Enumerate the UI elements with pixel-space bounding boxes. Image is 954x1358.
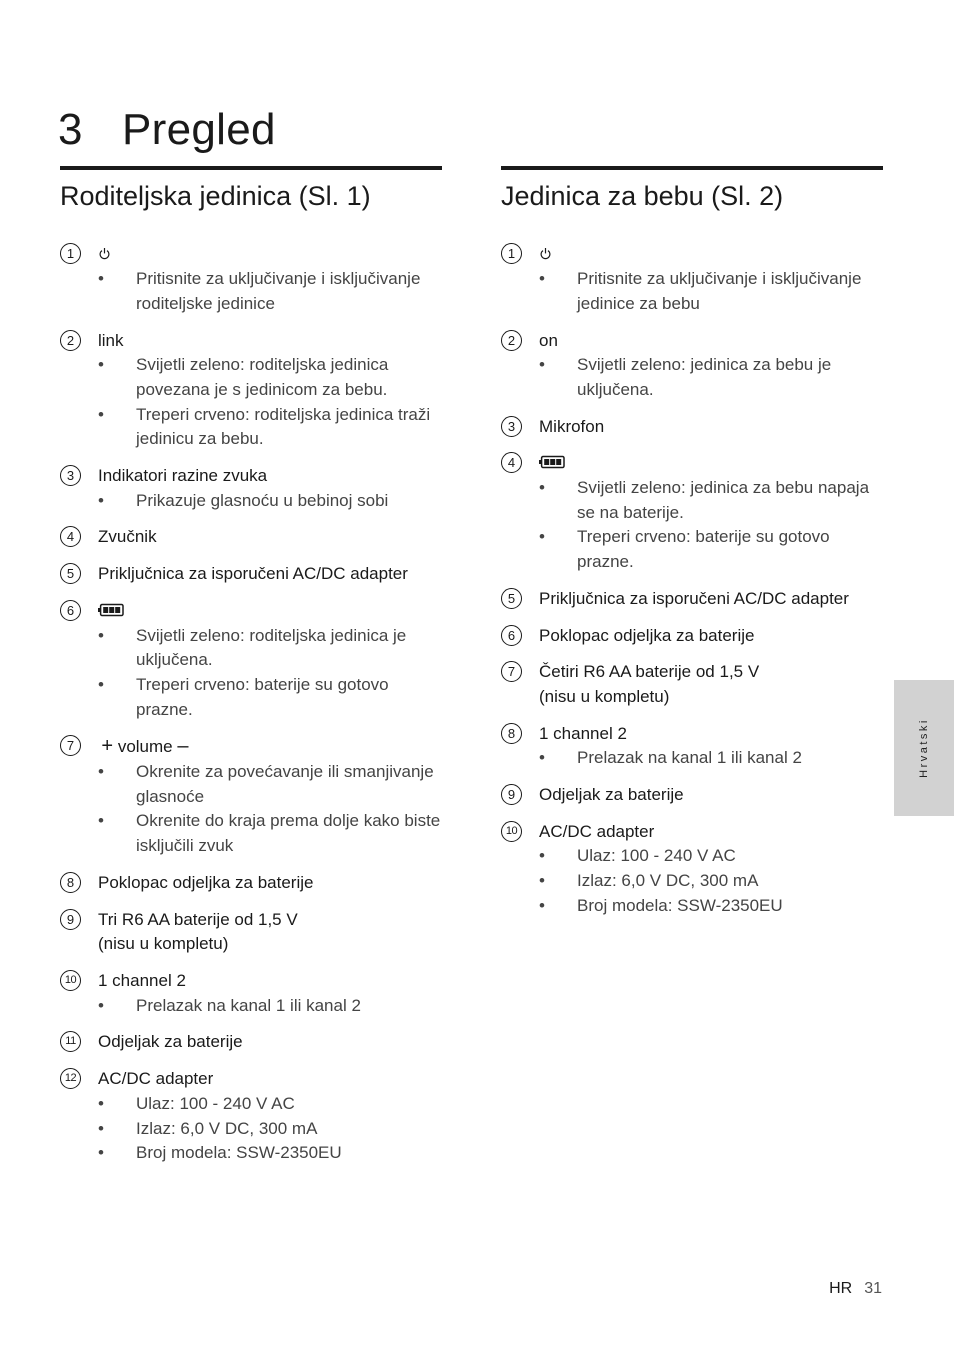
item-heading [60,1030,442,1055]
bullet-item: • Ulaz: 100 - 240 V AC [501,844,883,869]
list-item [60,1067,442,1166]
bullet-item: • Svijetli zeleno: roditeljska jedinica je uključena. [60,624,442,673]
item-label: Priključnica za isporučeni AC/DC adapter [98,564,408,584]
item-number: 8 [501,723,522,744]
bullet-list [60,489,442,514]
bullet-list [60,353,442,452]
language-side-tab [894,680,954,816]
footer-language: HR [829,1280,853,1297]
bullet-item: • Treperi crveno: baterije su gotovo prazne. [501,525,883,574]
item-number: 9 [60,909,81,930]
power-icon [98,247,111,260]
item-number: 1 [501,243,522,264]
bullet-list [60,1092,442,1166]
bullet-item: • Izlaz: 6,0 V DC, 300 mA [60,1117,442,1142]
bullet-list [60,624,442,723]
parent-unit-title: Roditeljska jedinica (Sl. 1) [60,181,371,211]
item-heading [60,525,442,550]
list-item [60,599,442,723]
item-number: 5 [60,563,81,584]
bullet-list [60,760,442,859]
bullet-list [501,267,883,316]
item-label: Priključnica za isporučeni AC/DC adapter [539,588,849,608]
item-heading [501,624,883,649]
bullet-item: • Izlaz: 6,0 V DC, 300 mA [501,869,883,894]
list-item [60,242,442,316]
item-heading [501,660,883,709]
volume-minus-sign: – [177,735,189,758]
list-item [60,329,442,453]
item-number: 12 [60,1068,81,1089]
list-item [501,660,883,709]
baby-unit-items [501,242,883,918]
bullet-list [501,746,883,771]
item-heading [60,871,442,896]
list-item [501,722,883,771]
bullet-list [501,476,883,575]
item-heading [60,242,442,267]
column-rule [60,166,442,170]
item-number: 11 [60,1031,81,1052]
page-footer [829,1280,882,1298]
list-item [60,464,442,513]
item-number: 6 [60,600,81,621]
item-number: 10 [60,970,81,991]
item-number: 3 [501,416,522,437]
item-number: 1 [60,243,81,264]
item-label: Zvučnik [98,527,157,547]
item-heading [501,329,883,354]
item-heading [501,722,883,747]
item-number: 2 [60,330,81,351]
page-number: 31 [864,1280,882,1297]
item-heading [60,562,442,587]
bullet-item: • Treperi crveno: roditeljska jedinica traži jedinicu za bebu. [60,403,442,452]
bullet-item: • Broj modela: SSW-2350EU [501,894,883,919]
item-heading [501,587,883,612]
item-number: 4 [60,526,81,547]
bullet-item: • Okrenite do kraja prema dolje kako biste isključili zvuk [60,809,442,858]
bullet-item: • Svijetli zeleno: roditeljska jedinica povezana je s jedinicom za bebu. [60,353,442,402]
list-item [60,871,442,896]
bullet-item: • Treperi crveno: baterije su gotovo prazne. [60,673,442,722]
chapter-title: Pregled [122,105,276,155]
bullet-item: • Svijetli zeleno: jedinica za bebu napaja se na baterije. [501,476,883,525]
list-item [501,242,883,316]
item-label: Mikrofon [539,416,605,436]
list-item [60,525,442,550]
item-number: 10 [501,821,522,842]
bullet-list [60,994,442,1019]
item-number: 6 [501,625,522,646]
bullet-item: • Prelazak na kanal 1 ili kanal 2 [60,994,442,1019]
item-label: Odjeljak za baterije [539,785,684,805]
bullet-item: • Pritisnite za uključivanje i isključivanje roditeljske jedinice [60,267,442,316]
list-item [60,969,442,1018]
item-label: Indikatori razine zvuka [98,466,268,486]
volume-plus-sign: + [101,735,114,758]
item-heading [60,734,442,760]
item-number: 7 [501,661,522,682]
bullet-list [501,353,883,402]
bullet-list [60,267,442,316]
list-item [60,562,442,587]
item-number: 5 [501,588,522,609]
baby-unit-title: Jedinica za bebu (Sl. 2) [501,181,784,211]
item-number: 2 [501,330,522,351]
item-heading [60,908,442,957]
list-item [501,587,883,612]
list-item [501,624,883,649]
battery-icon [539,455,565,469]
bullet-item: • Okrenite za povećavanje ili smanjivanje glasnoće [60,760,442,809]
list-item [501,451,883,575]
item-label: Odjeljak za baterije [98,1032,243,1052]
list-item [60,734,442,859]
bullet-item: • Svijetli zeleno: jedinica za bebu je uključena. [501,353,883,402]
item-number: 8 [60,872,81,893]
item-label: Tri R6 AA baterije od 1,5 V (nisu u kompletu) [98,909,298,954]
item-label: Poklopac odjeljka za baterije [98,872,314,892]
parent-unit-column [60,166,442,1178]
volume-label: volume [117,737,173,757]
item-heading [501,451,883,476]
item-heading [501,415,883,440]
item-heading [60,464,442,489]
bullet-list [501,844,883,918]
item-label: 1 channel 2 [98,970,186,990]
item-heading [501,783,883,808]
item-number: 3 [60,465,81,486]
item-label: Poklopac odjeljka za baterije [539,625,755,645]
column-rule [501,166,883,170]
battery-icon [98,603,124,617]
item-label: Četiri R6 AA baterije od 1,5 V (nisu u kompletu) [539,662,760,706]
item-label: on [539,330,558,350]
list-item [501,783,883,808]
list-item [501,329,883,403]
item-heading [60,1067,442,1092]
chapter-number: 3 [58,105,83,155]
list-item [60,908,442,957]
baby-unit-column [501,166,883,931]
bullet-item: • Broj modela: SSW-2350EU [60,1141,442,1166]
item-label: AC/DC adapter [98,1069,214,1089]
item-heading [501,820,883,845]
item-heading [501,242,883,267]
item-label: AC/DC adapter [539,821,655,841]
bullet-item: • Pritisnite za uključivanje i isključivanje jedinice za bebu [501,267,883,316]
item-heading [60,599,442,624]
bullet-item: • Ulaz: 100 - 240 V AC [60,1092,442,1117]
chapter-heading [58,105,276,155]
parent-unit-items [60,242,442,1166]
item-label: 1 channel 2 [539,723,627,743]
item-heading [60,329,442,354]
power-icon [539,247,552,260]
item-heading [60,969,442,994]
item-number: 7 [60,735,81,756]
bullet-item: • Prelazak na kanal 1 ili kanal 2 [501,746,883,771]
language-side-tab-label: Hrvatski [918,718,930,778]
list-item [501,415,883,440]
bullet-item: • Prikazuje glasnoću u bebinoj sobi [60,489,442,514]
item-number: 4 [501,452,522,473]
list-item [501,820,883,919]
item-label: link [98,330,124,350]
list-item [60,1030,442,1055]
item-number: 9 [501,784,522,805]
